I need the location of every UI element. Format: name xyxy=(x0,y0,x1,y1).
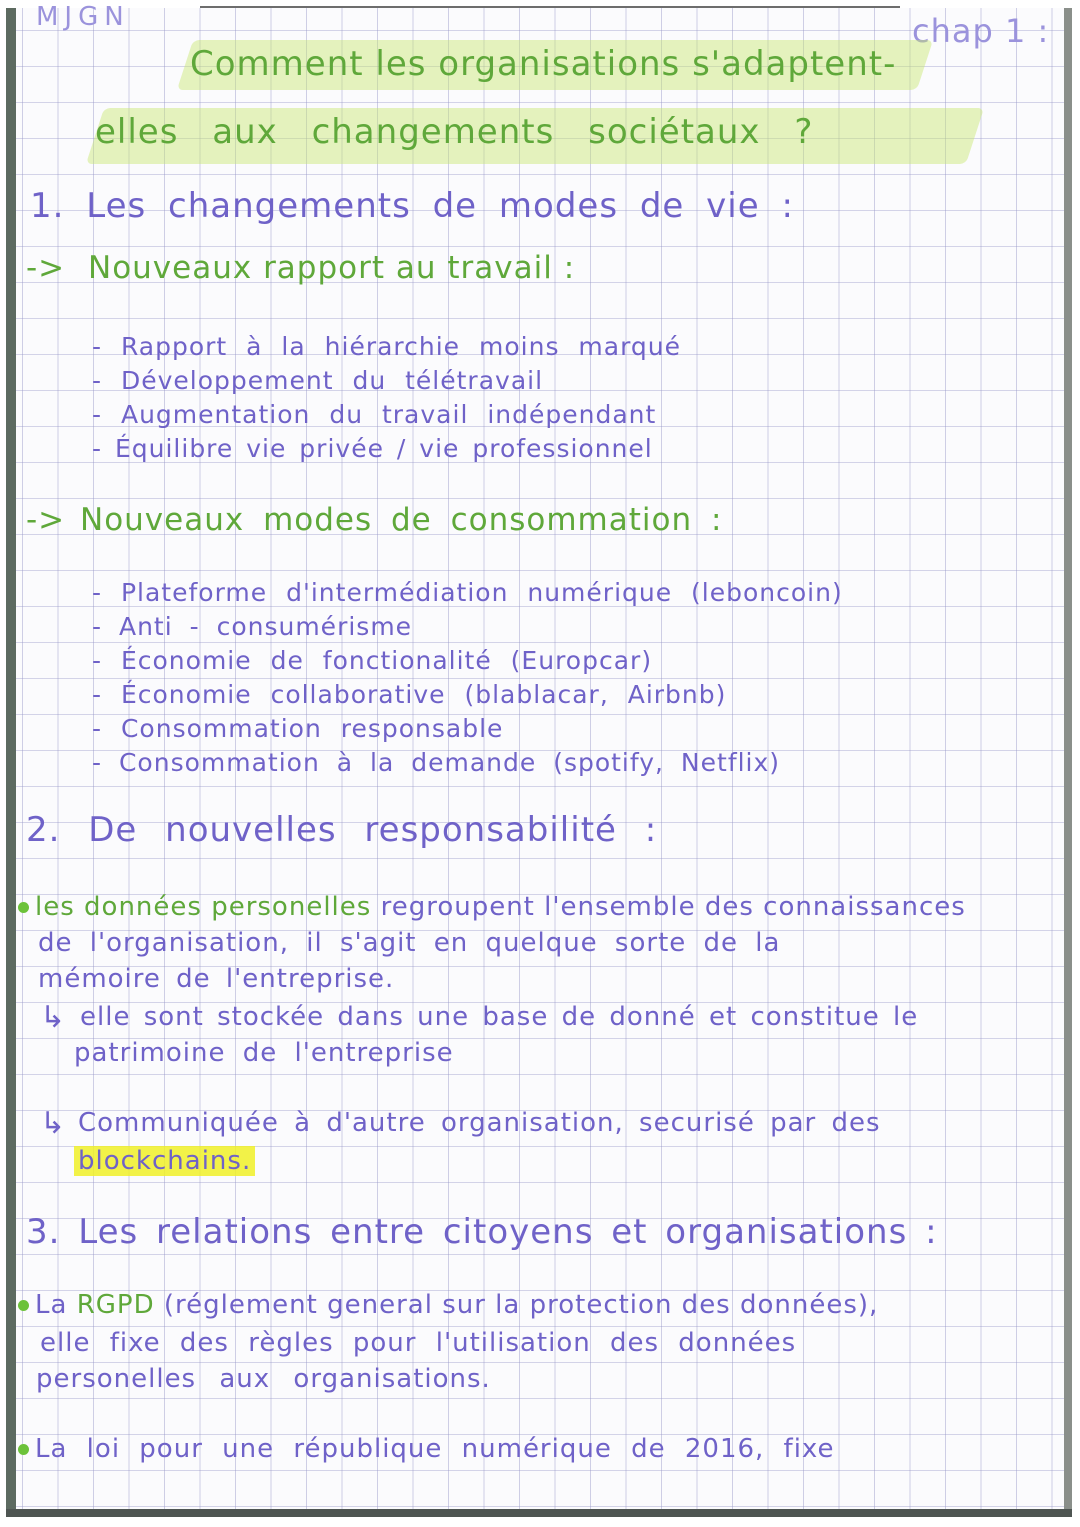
list-item: - Consommation responsable xyxy=(92,714,504,743)
sub1-arrow: -> xyxy=(26,250,66,286)
page-title-line2: elles aux changements sociétaux ? xyxy=(95,112,814,152)
list-item: - Économie de fonctionalité (Europcar) xyxy=(92,646,653,675)
term-personal-data: les données personelles xyxy=(35,892,372,922)
bullet-dot-icon xyxy=(18,1300,29,1311)
paragraph-line: mémoire de l'entreprise. xyxy=(38,964,395,994)
page-left-edge xyxy=(6,8,16,1513)
page-right-edge xyxy=(1064,8,1072,1513)
paragraph-line: Communiquée à d'autre organisation, securisé par des xyxy=(78,1108,881,1138)
bullet-dot-icon xyxy=(18,1444,29,1455)
sub-arrow-icon: ↳ xyxy=(40,1106,67,1141)
section3-heading: 3. Les relations entre citoyens et organisations : xyxy=(26,1212,938,1252)
list-item: - Plateforme d'intermédiation numérique (leboncoin) xyxy=(92,578,843,607)
paragraph-line: personelles aux organisations. xyxy=(36,1364,491,1394)
sub-arrow-icon: ↳ xyxy=(40,1000,67,1035)
paragraph-line: de l'organisation, il s'agit en quelque sorte de la xyxy=(38,928,781,958)
sub2-heading: Nouveaux modes de consommation : xyxy=(80,502,723,538)
list-item: - Développement du télétravail xyxy=(92,366,544,395)
paragraph-line: elle fixe des règles pour l'utilisation des données xyxy=(40,1328,797,1358)
section2-heading: 2. De nouvelles responsabilité : xyxy=(26,810,658,850)
term-rgpd: RGPD xyxy=(76,1290,155,1320)
paragraph-republic-law: La loi pour une république numérique de 2016, fixe xyxy=(18,1434,835,1464)
sub2-arrow: -> xyxy=(26,502,66,538)
list-item: - Consommation à la demande (spotify, Netflix) xyxy=(92,748,781,777)
paragraph-rgpd: La RGPD (réglement general sur la protection des données), xyxy=(18,1290,878,1320)
paragraph-line: patrimoine de l'entreprise xyxy=(74,1038,454,1068)
sub1-heading: Nouveaux rapport au travail : xyxy=(88,250,576,286)
list-item: - Anti - consumérisme xyxy=(92,612,413,641)
list-item: - Équilibre vie privée / vie professionnel xyxy=(92,434,653,463)
page-bottom-edge xyxy=(6,1509,1072,1517)
paragraph-line: elle sont stockée dans une base de donné et constitue le xyxy=(80,1002,919,1032)
paragraph-personal-data: les données personelles regroupent l'ensemble des connaissances xyxy=(18,892,966,922)
name-tag: MJGN xyxy=(36,2,130,32)
section1-heading: 1. Les changements de modes de vie : xyxy=(30,186,794,226)
bullet-dot-icon xyxy=(18,902,29,913)
highlighted-term-blockchains: blockchains. xyxy=(74,1146,255,1176)
list-item: - Augmentation du travail indépendant xyxy=(92,400,657,429)
page-title-line1: Comment les organisations s'adaptent- xyxy=(190,44,897,84)
chapter-label: chap 1 : xyxy=(912,12,1050,50)
list-item: - Rapport à la hiérarchie moins marqué xyxy=(92,332,682,361)
list-item: - Économie collaborative (blablacar, Airbnb) xyxy=(92,680,727,709)
